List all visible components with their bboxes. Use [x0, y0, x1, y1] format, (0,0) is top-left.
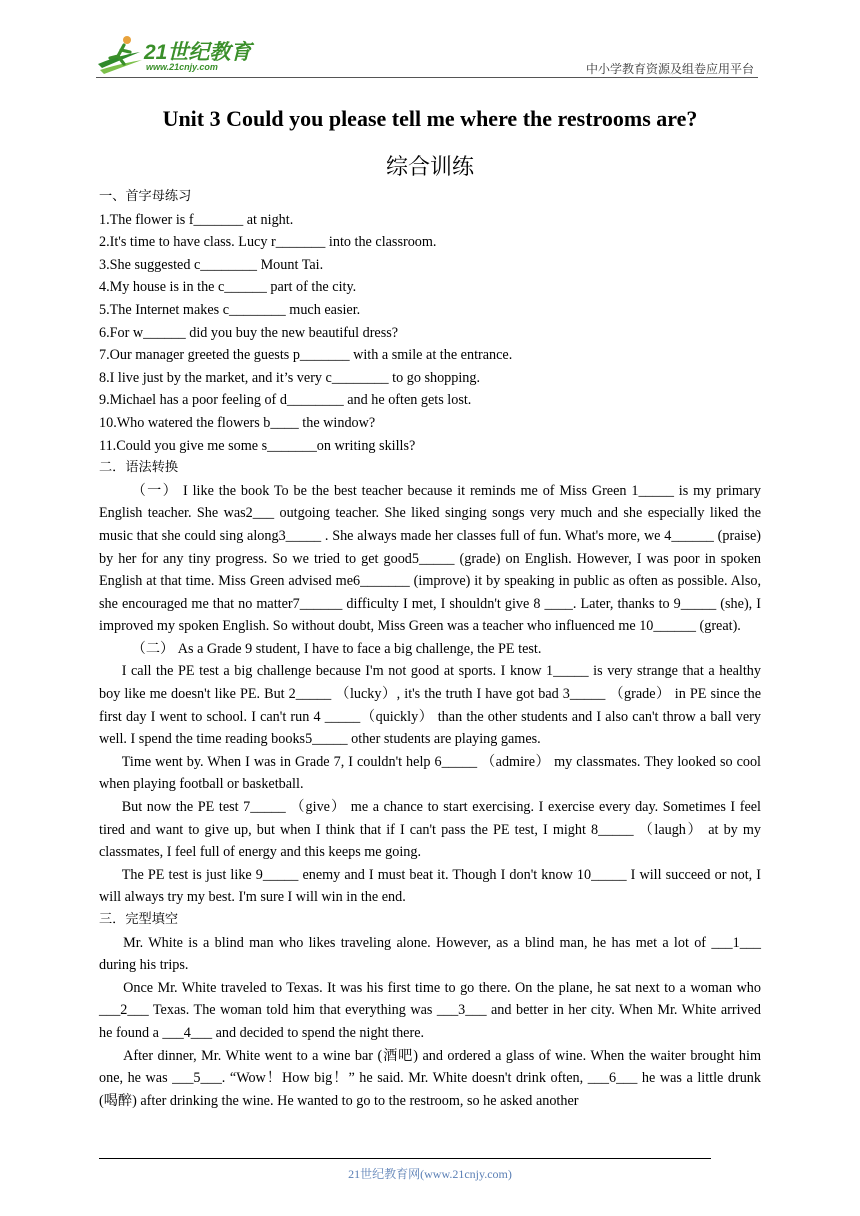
paragraph: Once Mr. White traveled to Texas. It was his first time to go there. On the plane, he sat next to a woman who ___2___ Texas. The woman told him that everything was ___3___ and better in her city. When Mr. White arrived he found a ___4___ and decided to spend the night there.	[99, 979, 761, 1041]
paragraph: （一） I like the book To be the best teacher because it reminds me of Miss Green 1_____ is my primary English teacher. She was2___ outgoing teacher. She liked singing songs very much and she especially liked the music that she could sing along3_____ . She always made her classes full of fun. What's more, we 4______ (praise) by her for any tiny progress. So we tried to get good5_____ (grade) on English. However, I was poor in spoken English at that time. Miss Green advised me6_______ (improve) it by speaking in public as often as possible. Also, she encouraged me that no matter7______ difficulty I met, I shouldn't give 8 ____. Later, thanks to 9_____ (she), I improved my spoken English. So without doubt, Miss Green was a teacher who influenced me 10______ (great).	[99, 482, 761, 635]
logo-text: 21世纪教育	[144, 41, 252, 64]
exercise-item: 4.My house is in the c______ part of the city.	[99, 279, 357, 296]
logo-url: www.21cnjy.com	[146, 62, 218, 72]
paragraph: I call the PE test a big challenge because I'm not good at sports. I know 1_____ is very strange that a healthy boy like me doesn't like PE. But 2_____ （lucky）, it's the truth I have got bad 3_____ （grade） in PE since the first day I went to school. I can't run 4 _____（quickly） than the other students and I also can't throw a ball very well. I spend the time reading books5_____ other students are playing games.	[99, 663, 761, 748]
paragraph: But now the PE test 7_____ （give） me a chance to start exercising. I exercise every day. Sometimes I feel tired and want to give up, but when I think that if I can't pass the PE test, I might 8_____ （laugh） at by my classmates, I feel full of energy and this keeps me going.	[99, 799, 761, 861]
paragraph: （二） As a Grade 9 student, I have to face a big challenge, the PE test.	[131, 640, 542, 657]
page-footer: 21世纪教育网(www.21cnjy.com)	[348, 1167, 512, 1181]
exercise-item: 5.The Internet makes c________ much easier.	[99, 301, 361, 318]
exercise-item: 3.She suggested c________ Mount Tai.	[99, 256, 324, 273]
section-heading: 三．完型填空	[99, 912, 179, 927]
exercise-item: 8.I live just by the market, and it’s very c________ to go shopping.	[99, 369, 481, 386]
logo	[96, 34, 266, 78]
exercise-item: 11.Could you give me some s_______on writing skills?	[99, 437, 416, 454]
platform-label: 中小学教育资源及组卷应用平台	[585, 62, 754, 76]
exercise-item: 1.The flower is f_______ at night.	[99, 211, 294, 228]
exercise-item: 7.Our manager greeted the guests p_______ with a smile at the entrance.	[99, 347, 513, 364]
paragraph: The PE test is just like 9_____ enemy and I must beat it. Though I don't know 10_____ I will succeed or not, I will always try my best. I'm sure I will win in the end.	[99, 866, 761, 906]
section-heading: 一、首字母练习	[99, 189, 192, 204]
runner-icon	[96, 34, 144, 78]
exercise-item: 6.For w______ did you buy the new beautiful dress?	[99, 324, 399, 341]
footer-divider	[99, 1158, 711, 1159]
page-subtitle: 综合训练	[385, 155, 474, 180]
paragraph: Mr. White is a blind man who likes traveling alone. However, as a blind man, he has met a lot of ___1___ during his trips.	[99, 934, 761, 974]
paragraph: Time went by. When I was in Grade 7, I couldn't help 6_____ （admire） my classmates. They looked so cool when playing football or basketball.	[99, 753, 761, 793]
exercise-item: 2.It's time to have class. Lucy r_______ into the classroom.	[99, 234, 437, 251]
exercise-item: 9.Michael has a poor feeling of d________ and he often gets lost.	[99, 392, 472, 409]
paragraph: After dinner, Mr. White went to a wine bar (酒吧) and ordered a glass of wine. When the waiter brought him one, he was ___5___. “Wow！How big！” he said. Mr. White doesn't drink often, ___6___ he was a little drunk (喝醉) after drinking the wine. He wanted to go to the restroom, so he asked another	[99, 1047, 761, 1109]
section-heading: 二．语法转换	[99, 460, 179, 476]
document-body	[99, 186, 761, 1112]
header-divider	[96, 77, 758, 78]
page-title: Unit 3 Could you please tell me where the restrooms are?	[162, 106, 698, 131]
page-header	[96, 30, 758, 80]
exercise-item: 10.Who watered the flowers b____ the window?	[99, 414, 376, 431]
